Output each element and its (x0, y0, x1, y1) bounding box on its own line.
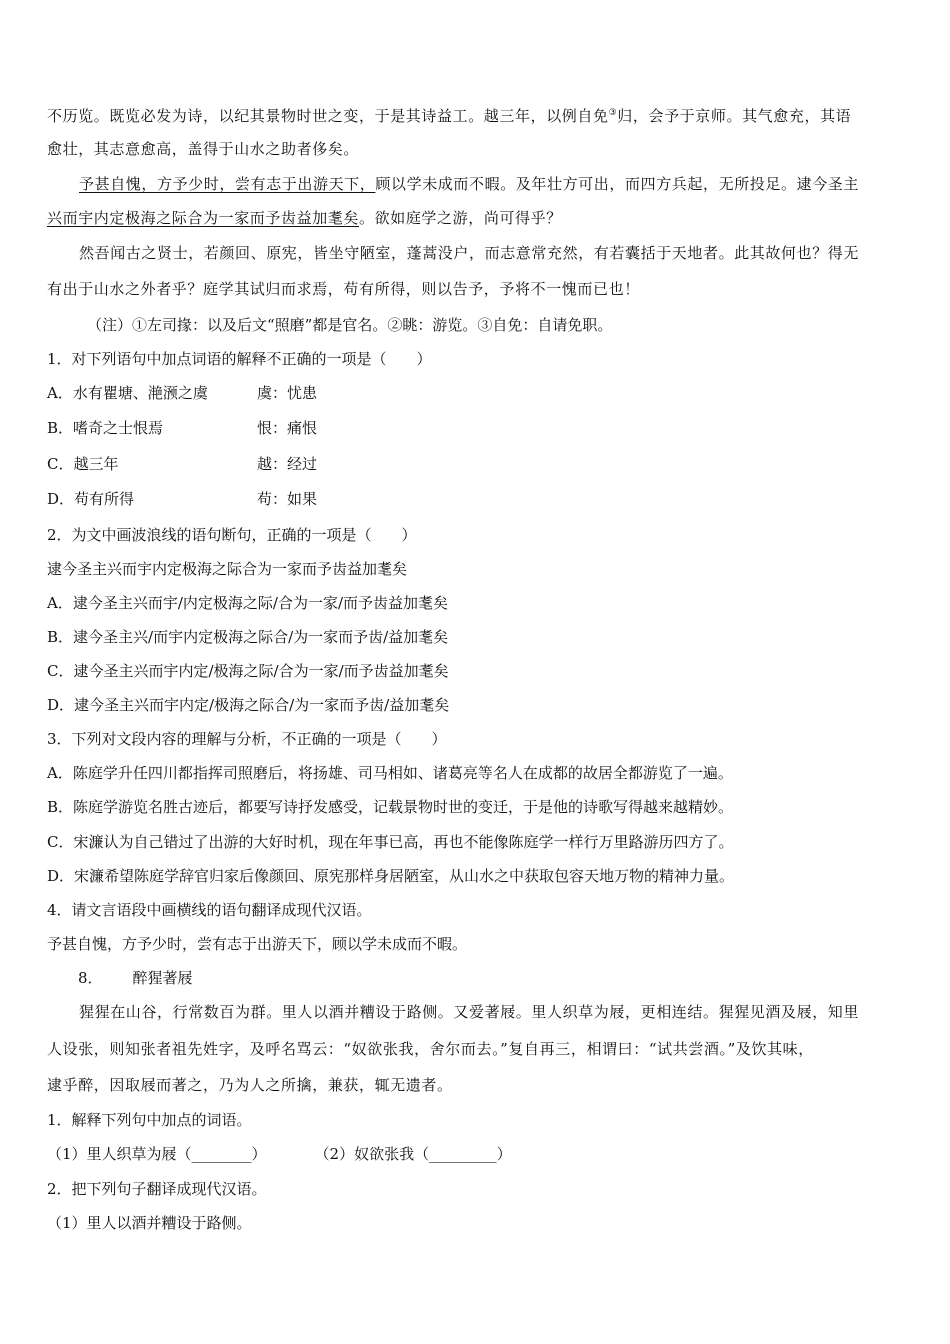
section8-line-3: 逮乎醉，因取屐而著之，乃为人之所擒，兼获，辄无遗者。 (47, 1076, 453, 1094)
passage-line-4: 兴而宇内定极海之际合为一家而予齿益加耄矣。欲如庭学之游，尚可得乎？ (47, 209, 562, 227)
section8-line-1: 猩猩在山谷，行常数百为群。里人以酒并糟设于路侧。又爱著屐。里人织草为屐，更相连结。猩猩见酒及屐，知里 (79, 1003, 860, 1021)
q2-option-b: B．逮今圣主兴/而宇内定极海之际合/为一家而予齿/益加耄矣 (47, 628, 449, 646)
s8-question-2: 2．把下列句子翻译成现代汉语。 (47, 1180, 267, 1198)
passage-line-6: 有出于山水之外者乎？庭学其试归而求焉，苟有所得，则以告予，予将不一愧而已也！ (47, 280, 640, 298)
wavy-sentence: 兴而宇内定极海之际合为一家而予齿益加耄矣 (47, 209, 360, 227)
passage-line-3: 予甚自愧，方予少时，尝有志于出游天下，顾以学未成而不暇。及年壮方可出，而四方兵起，无所投足。逮今圣主 (79, 175, 860, 193)
s8-q2-item-1: （1）里人以酒并糟设于路侧。 (47, 1214, 252, 1232)
underlined-sentence: 予甚自愧，方予少时，尝有志于出游天下， (79, 175, 376, 193)
question-1: 1．对下列语句中加点词语的解释不正确的一项是（ ） (47, 350, 432, 368)
passage-line-2: 愈壮，其志意愈高，盖得于山水之助者侈矣。 (47, 140, 360, 158)
q3-option-c: C．宋濂认为自己错过了出游的大好时机，现在年事已高，再也不能像陈庭学一样行万里路游历四方了。 (47, 833, 734, 851)
q1-option-d: D．苟有所得 苟：如果 (47, 490, 318, 508)
s8-q1-items: （1）里人织草为屐（________） （2）奴欲张我（_________） (47, 1145, 512, 1163)
q3-option-b: B．陈庭学游览名胜古迹后，都要写诗抒发感受，记载景物时世的变迁，于是他的诗歌写得越来越精妙。 (47, 798, 734, 816)
q4-sentence: 予甚自愧，方予少时，尝有志于出游天下，顾以学未成而不暇。 (47, 935, 468, 953)
q1-option-a: A．水有瞿塘、滟滪之虞 虞：忧患 (47, 384, 318, 402)
q1-option-b: B．嗜奇之士恨焉 恨：痛恨 (47, 419, 318, 437)
question-4: 4．请文言语段中画横线的语句翻译成现代汉语。 (47, 901, 372, 919)
s8-question-1: 1．解释下列句中加点的词语。 (47, 1111, 252, 1129)
passage-line-1: 不历览。既览必发为诗，以纪其景物时世之变，于是其诗益工。越三年，以例自免③归，会予于京师。其气愈充，其语 (47, 107, 852, 125)
section8-line-2: 人设张，则知张者祖先姓字，及呼名骂云：“奴欲张我，舍尔而去。”复自再三，相谓曰：“试共尝酒。”及饮其味， (47, 1040, 814, 1058)
q1-option-c: C．越三年 越：经过 (47, 455, 318, 473)
question-2: 2．为文中画波浪线的语句断句，正确的一项是（ ） (47, 526, 417, 544)
question-3: 3．下列对文段内容的理解与分析，不正确的一项是（ ） (47, 730, 447, 748)
q2-option-a: A．逮今圣主兴而宇/内定极海之际/合为一家/而予齿益加耄矣 (47, 594, 448, 612)
q2-option-d: D．逮今圣主兴而宇内定/极海之际合/为一家而予齿/益加耄矣 (47, 696, 450, 714)
note: （注）①左司掾：以及后文“照磨”都是官名。②眺：游览。③自免：自请免职。 (87, 316, 613, 334)
section-8-title: 8． 醉猩著屐 (78, 969, 193, 987)
q2-option-c: C．逮今圣主兴而宇内定/极海之际/合为一家/而予齿益加耄矣 (47, 662, 449, 680)
passage-line-5: 然吾闻古之贤士，若颜回、原宪，皆坐守陋室，蓬蒿没户，而志意常充然，有若囊括于天地者。此其故何也？得无 (79, 244, 860, 262)
q2-sentence: 逮今圣主兴而宇内定极海之际合为一家而予齿益加耄矣 (47, 560, 408, 578)
q3-option-a: A．陈庭学升任四川都指挥司照磨后，将扬雄、司马相如、诸葛亮等名人在成都的故居全都游览了一遍。 (47, 764, 733, 782)
q3-option-d: D．宋濂希望陈庭学辞官归家后像颜回、原宪那样身居陋室，从山水之中获取包容天地万物的精神力量。 (47, 867, 735, 885)
